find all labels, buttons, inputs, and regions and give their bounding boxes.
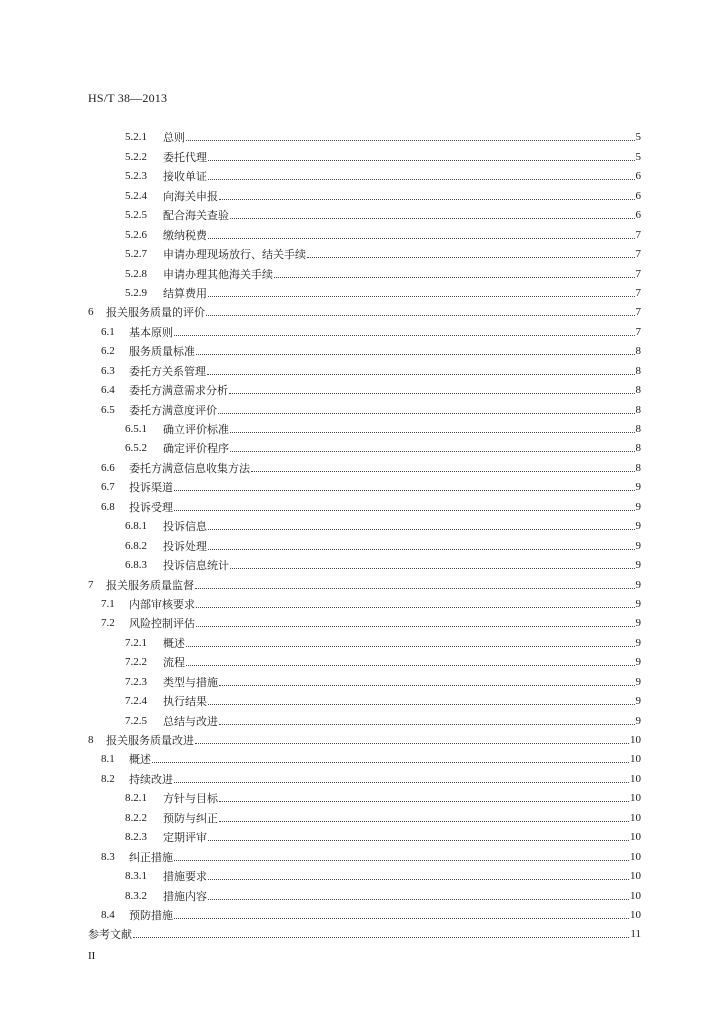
- toc-entry[interactable]: [88, 300, 641, 319]
- toc-entry-page: 9: [635, 695, 641, 708]
- toc-entry-page: 10: [630, 734, 641, 746]
- toc-entry-page: 9: [635, 539, 641, 552]
- toc-entry[interactable]: [88, 572, 641, 591]
- toc-entry-page: 10: [630, 870, 641, 883]
- toc-entry[interactable]: [88, 825, 641, 844]
- toc-entry-number: 8.2.2: [125, 811, 147, 824]
- toc-entry-page: 10: [630, 792, 641, 805]
- toc-entry-number: 7.2.1: [125, 636, 147, 649]
- toc-entry[interactable]: [88, 436, 641, 455]
- toc-entry-number: 8.3: [101, 850, 115, 863]
- toc-entry-page: 11: [630, 928, 641, 941]
- toc-entry-number: 6.2: [101, 345, 115, 358]
- dot-leader: [208, 899, 629, 900]
- toc-entry-page: 7: [635, 306, 641, 319]
- toc-entry-page: 9: [635, 520, 641, 533]
- toc-entry-title: 参考文献: [88, 928, 132, 942]
- toc-entry-number: 6.3: [101, 364, 115, 377]
- dot-leader: [230, 568, 635, 569]
- toc-entry-page: 10: [630, 811, 641, 824]
- toc-entry[interactable]: [88, 553, 641, 572]
- toc-entry-number: 5.2.2: [125, 150, 147, 163]
- toc-entry-number: 6.4: [101, 384, 115, 397]
- toc-entry-title: 投诉信息统计: [163, 559, 229, 573]
- toc-entry-title: 投诉信息: [163, 520, 207, 534]
- dot-leader: [186, 646, 635, 647]
- toc-entry[interactable]: [88, 378, 641, 397]
- toc-entry-page: 9: [635, 559, 641, 572]
- toc-entry[interactable]: [88, 222, 641, 241]
- toc-entry-title: 执行结果: [163, 695, 207, 709]
- toc-entry-title: 确立评价标准: [163, 423, 229, 436]
- toc-entry-number: 7: [88, 578, 94, 591]
- dot-leader: [230, 451, 635, 452]
- toc-entry[interactable]: [88, 883, 641, 902]
- toc-entry[interactable]: [88, 417, 641, 436]
- toc-entry[interactable]: [88, 864, 641, 883]
- toc-entry-title: 报关服务质量监督: [106, 578, 194, 592]
- toc-entry-number: 6.5.2: [125, 442, 147, 455]
- toc-entry-number: 5.2.3: [125, 170, 147, 183]
- toc-entry-title: 概述: [129, 753, 151, 767]
- dot-leader: [174, 918, 629, 919]
- dot-leader: [174, 782, 629, 783]
- toc-entry-page: 7: [635, 228, 641, 241]
- toc-entry-page: 7: [635, 286, 641, 299]
- toc-entry[interactable]: [88, 475, 641, 494]
- toc-entry[interactable]: [88, 786, 641, 805]
- toc-entry-page: 5: [635, 150, 641, 163]
- toc-entry[interactable]: [88, 708, 641, 727]
- toc-entry-title: 服务质量标准: [129, 345, 195, 359]
- toc-entry-number: 8.3.1: [125, 870, 147, 883]
- toc-entry-page: 9: [635, 578, 641, 591]
- toc-entry[interactable]: [88, 592, 641, 611]
- toc-entry[interactable]: [88, 805, 641, 824]
- dot-leader: [251, 471, 635, 472]
- toc-entry[interactable]: [88, 650, 641, 669]
- toc-entry-title: 风险控制评估: [129, 617, 195, 631]
- toc-entry-title: 接收单证: [163, 170, 207, 184]
- toc-entry[interactable]: [88, 922, 641, 941]
- dot-leader: [152, 762, 629, 763]
- toc-entry-page: 5: [635, 131, 641, 144]
- toc-entry-number: 8.4: [101, 908, 115, 921]
- dot-leader: [208, 704, 635, 705]
- toc-entry-page: 10: [630, 908, 641, 921]
- toc-entry-title: 配合海关查验: [163, 209, 229, 223]
- toc-entry-page: 8: [635, 364, 641, 377]
- toc-entry[interactable]: [88, 281, 641, 300]
- toc-entry-title: 总结与改进: [163, 714, 218, 728]
- toc-entry[interactable]: [88, 747, 641, 766]
- toc-entry-title: 类型与措施: [163, 675, 218, 689]
- toc-entry-page: 6: [635, 170, 641, 183]
- toc-entry-title: 定期评审: [163, 831, 207, 845]
- dot-leader: [230, 432, 635, 433]
- toc-entry-page: 9: [635, 636, 641, 649]
- toc-entry-title: 委托方关系管理: [129, 364, 206, 378]
- toc-entry-number: 6: [88, 306, 94, 319]
- toc-entry-page: 9: [635, 617, 641, 630]
- toc-entry-number: 6.6: [101, 461, 115, 474]
- toc-entry-page: 8: [635, 461, 641, 474]
- page-number-footer: II: [88, 950, 96, 962]
- dot-leader: [208, 160, 635, 161]
- toc-entry-title: 持续改进: [129, 772, 173, 786]
- toc-entry-page: 9: [635, 656, 641, 669]
- dot-leader: [208, 179, 635, 180]
- toc-entry-page: 9: [635, 714, 641, 727]
- toc-entry[interactable]: [88, 339, 641, 358]
- toc-entry[interactable]: [88, 125, 641, 144]
- dot-leader: [206, 315, 635, 316]
- dot-leader: [219, 685, 635, 686]
- dot-leader: [174, 860, 629, 861]
- dot-leader: [219, 821, 629, 822]
- toc-entry-number: 6.8: [101, 500, 115, 513]
- dot-leader: [208, 296, 635, 297]
- dot-leader: [218, 413, 635, 414]
- table-of-contents: [88, 125, 641, 941]
- toc-entry-title: 措施要求: [163, 870, 207, 884]
- toc-entry-number: 7.1: [101, 597, 115, 610]
- dot-leader: [174, 335, 635, 336]
- toc-entry-title: 预防措施: [129, 908, 173, 922]
- toc-entry-title: 委托方满意需求分析: [129, 384, 228, 398]
- toc-entry-title: 方针与目标: [163, 792, 218, 806]
- toc-entry[interactable]: [88, 319, 641, 338]
- toc-entry-title: 总则: [163, 131, 185, 145]
- toc-entry-title: 申请办理其他海关手续: [163, 267, 273, 281]
- toc-entry-title: 内部审核要求: [129, 597, 195, 611]
- toc-entry-number: 8.1: [101, 753, 115, 766]
- toc-entry-number: 8.3.2: [125, 889, 147, 902]
- dot-leader: [186, 665, 635, 666]
- toc-entry-page: 10: [630, 831, 641, 844]
- toc-entry-number: 7.2: [101, 617, 115, 630]
- toc-entry-number: 8.2.3: [125, 831, 147, 844]
- toc-entry-title: 纠正措施: [129, 850, 173, 864]
- toc-entry-title: 确定评价程序: [163, 442, 229, 456]
- toc-entry[interactable]: [88, 766, 641, 785]
- toc-entry-page: 7: [635, 267, 641, 280]
- toc-entry-number: 8.2: [101, 772, 115, 785]
- dot-leader: [174, 490, 635, 491]
- dot-leader: [195, 588, 635, 589]
- toc-entry[interactable]: [88, 494, 641, 513]
- dot-leader: [207, 374, 635, 375]
- dot-leader: [219, 724, 635, 725]
- dot-leader: [196, 607, 635, 608]
- toc-entry-title: 结算费用: [163, 286, 207, 300]
- dot-leader: [208, 879, 629, 880]
- dot-leader: [274, 277, 635, 278]
- toc-entry-page: 9: [635, 481, 641, 494]
- toc-entry-page: 6: [635, 209, 641, 222]
- toc-entry[interactable]: [88, 669, 641, 688]
- toc-entry[interactable]: [88, 689, 641, 708]
- toc-entry-number: 5.2.8: [125, 267, 147, 280]
- toc-entry-title: 委托方满意信息收集方法: [129, 461, 250, 475]
- toc-entry-number: 7.2.4: [125, 695, 147, 708]
- toc-entry-title: 投诉处理: [163, 539, 207, 553]
- toc-entry-title: 投诉渠道: [129, 481, 173, 495]
- toc-entry-page: 8: [635, 345, 641, 358]
- dot-leader: [208, 549, 635, 550]
- toc-entry-page: 10: [630, 772, 641, 785]
- toc-entry-number: 6.8.1: [125, 520, 147, 533]
- toc-entry[interactable]: [88, 242, 641, 261]
- toc-entry-page: 8: [635, 423, 641, 435]
- dot-leader: [230, 218, 635, 219]
- toc-entry[interactable]: [88, 630, 641, 649]
- toc-entry[interactable]: [88, 164, 641, 183]
- toc-entry-page: 7: [635, 325, 641, 338]
- dot-leader: [196, 354, 635, 355]
- toc-entry-page: 10: [630, 753, 641, 766]
- dot-leader: [307, 257, 635, 258]
- dot-leader: [133, 937, 629, 938]
- dot-leader: [195, 743, 629, 744]
- toc-entry-number: 5.2.6: [125, 228, 147, 241]
- toc-entry-page: 6: [635, 189, 641, 202]
- toc-entry-page: 9: [635, 675, 641, 688]
- dot-leader: [208, 238, 635, 239]
- toc-entry[interactable]: [88, 903, 641, 922]
- dot-leader: [186, 140, 635, 141]
- toc-entry-page: 9: [635, 597, 641, 610]
- toc-entry-page: 9: [635, 500, 641, 513]
- toc-entry[interactable]: [88, 358, 641, 377]
- toc-entry[interactable]: [88, 514, 641, 533]
- toc-entry-page: 8: [635, 384, 641, 397]
- toc-entry[interactable]: [88, 728, 641, 747]
- toc-entry-page: 10: [630, 850, 641, 863]
- toc-entry[interactable]: [88, 455, 641, 474]
- dot-leader: [196, 626, 635, 627]
- toc-entry-title: 向海关申报: [163, 189, 218, 203]
- toc-entry-number: 7.2.2: [125, 656, 147, 669]
- toc-entry[interactable]: [88, 261, 641, 280]
- toc-entry-number: 6.8.2: [125, 539, 147, 552]
- toc-entry-page: 8: [635, 442, 641, 455]
- toc-entry-number: 7.2.3: [125, 675, 147, 688]
- toc-entry-number: 7.2.5: [125, 714, 147, 727]
- dot-leader: [208, 529, 635, 530]
- toc-entry-page: 8: [635, 403, 641, 416]
- toc-entry-number: 6.5: [101, 403, 115, 416]
- toc-entry-number: 6.7: [101, 481, 115, 494]
- dot-leader: [219, 199, 635, 200]
- dot-leader: [229, 393, 635, 394]
- toc-entry-number: 6.8.3: [125, 559, 147, 572]
- toc-entry-title: 措施内容: [163, 889, 207, 903]
- toc-entry-number: 5.2.1: [125, 131, 147, 144]
- toc-entry[interactable]: [88, 203, 641, 222]
- toc-entry[interactable]: [88, 397, 641, 416]
- toc-entry-title: 申请办理现场放行、结关手续: [163, 248, 306, 262]
- toc-entry-title: 概述: [163, 636, 185, 650]
- toc-entry-title: 报关服务质量的评价: [106, 306, 205, 320]
- toc-entry-title: 报关服务质量改进: [106, 734, 194, 747]
- toc-entry-number: 5.2.5: [125, 209, 147, 222]
- toc-entry-title: 委托方满意度评价: [129, 403, 217, 417]
- toc-entry-number: 8: [88, 734, 94, 746]
- toc-entry-number: 6.5.1: [125, 423, 147, 435]
- toc-entry-title: 预防与纠正: [163, 811, 218, 825]
- toc-entry-title: 缴纳税费: [163, 228, 207, 242]
- toc-entry[interactable]: [88, 611, 641, 630]
- toc-entry-title: 基本原则: [129, 325, 173, 339]
- toc-entry-number: 5.2.7: [125, 248, 147, 261]
- toc-entry-number: 5.2.9: [125, 286, 147, 299]
- toc-entry-number: 5.2.4: [125, 189, 147, 202]
- toc-entry-title: 委托代理: [163, 150, 207, 164]
- dot-leader: [208, 840, 629, 841]
- toc-entry[interactable]: [88, 144, 641, 163]
- toc-entry-title: 流程: [163, 656, 185, 670]
- toc-entry-number: 6.1: [101, 325, 115, 338]
- toc-entry[interactable]: [88, 844, 641, 863]
- dot-leader: [174, 510, 635, 511]
- toc-entry-title: 投诉受理: [129, 500, 173, 514]
- toc-entry[interactable]: [88, 533, 641, 552]
- toc-entry[interactable]: [88, 183, 641, 202]
- toc-entry-page: 10: [630, 889, 641, 902]
- toc-entry-page: 7: [635, 248, 641, 261]
- dot-leader: [219, 801, 629, 802]
- toc-entry-number: 8.2.1: [125, 792, 147, 805]
- document-code-header: HS/T 38—2013: [88, 91, 168, 105]
